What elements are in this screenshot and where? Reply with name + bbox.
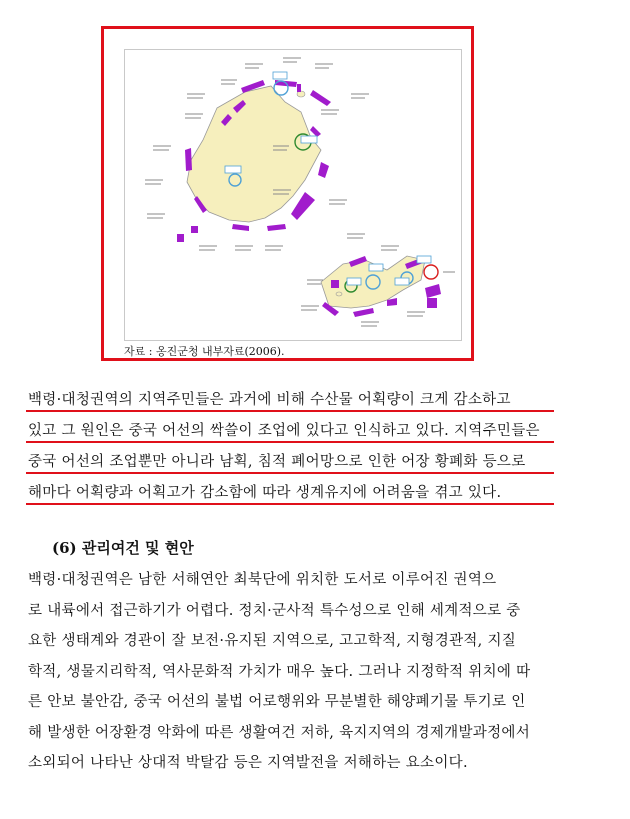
highlight-line-1: 백령·대청권역의 지역주민들은 과거에 비해 수산물 어획량이 크게 감소하고 (28, 392, 511, 408)
section-title: (6) 관리여건 및 현안 (52, 539, 194, 557)
body-line-3: 요한 생태계와 경관이 잘 보전·유지된 지역으로, 고고학적, 지형경관적, 지질 (28, 633, 517, 649)
body-line-6: 해 발생한 어장환경 악화에 따른 생활여건 저하, 육지지역의 경제개발과정에서 (28, 725, 531, 741)
body-line-7: 소외되어 나타난 상대적 박탈감 등은 지역발전을 저해하는 요소이다. (28, 755, 468, 771)
body-line-5: 른 안보 불안감, 중국 어선의 불법 어로행위와 무분별한 해양폐기물 투기로 인 (28, 694, 526, 710)
underline-1 (26, 410, 554, 412)
body-line-1: 백령·대청권역은 남한 서해연안 최북단에 위치한 도서로 이루어진 권역으 (28, 572, 497, 588)
figure-caption: 자료 : 옹진군청 내부자료(2006). (124, 345, 285, 358)
fishing-zone-map (124, 49, 462, 341)
underline-2 (26, 441, 554, 443)
body-line-4: 학적, 생물지리학적, 역사문화적 가치가 매우 높다. 그러나 지정학적 위치에 따 (28, 664, 531, 680)
highlight-line-2: 있고 그 원인은 중국 어선의 싹쓸이 조업에 있다고 인식하고 있다. 지역주민들은 (28, 423, 540, 439)
map-illustration (125, 50, 461, 340)
underline-3 (26, 472, 554, 474)
highlight-line-3: 중국 어선의 조업뿐만 아니라 남획, 침적 폐어망으로 인한 어장 황폐화 등으로 (28, 454, 526, 470)
figure-frame (101, 26, 474, 361)
highlight-line-4: 해마다 어획량과 어획고가 감소함에 따라 생계유지에 어려움을 겪고 있다. (28, 485, 502, 501)
body-line-2: 로 내륙에서 접근하기가 어렵다. 정치·군사적 특수성으로 인해 세계적으로 중 (28, 603, 521, 619)
underline-4 (26, 503, 554, 505)
